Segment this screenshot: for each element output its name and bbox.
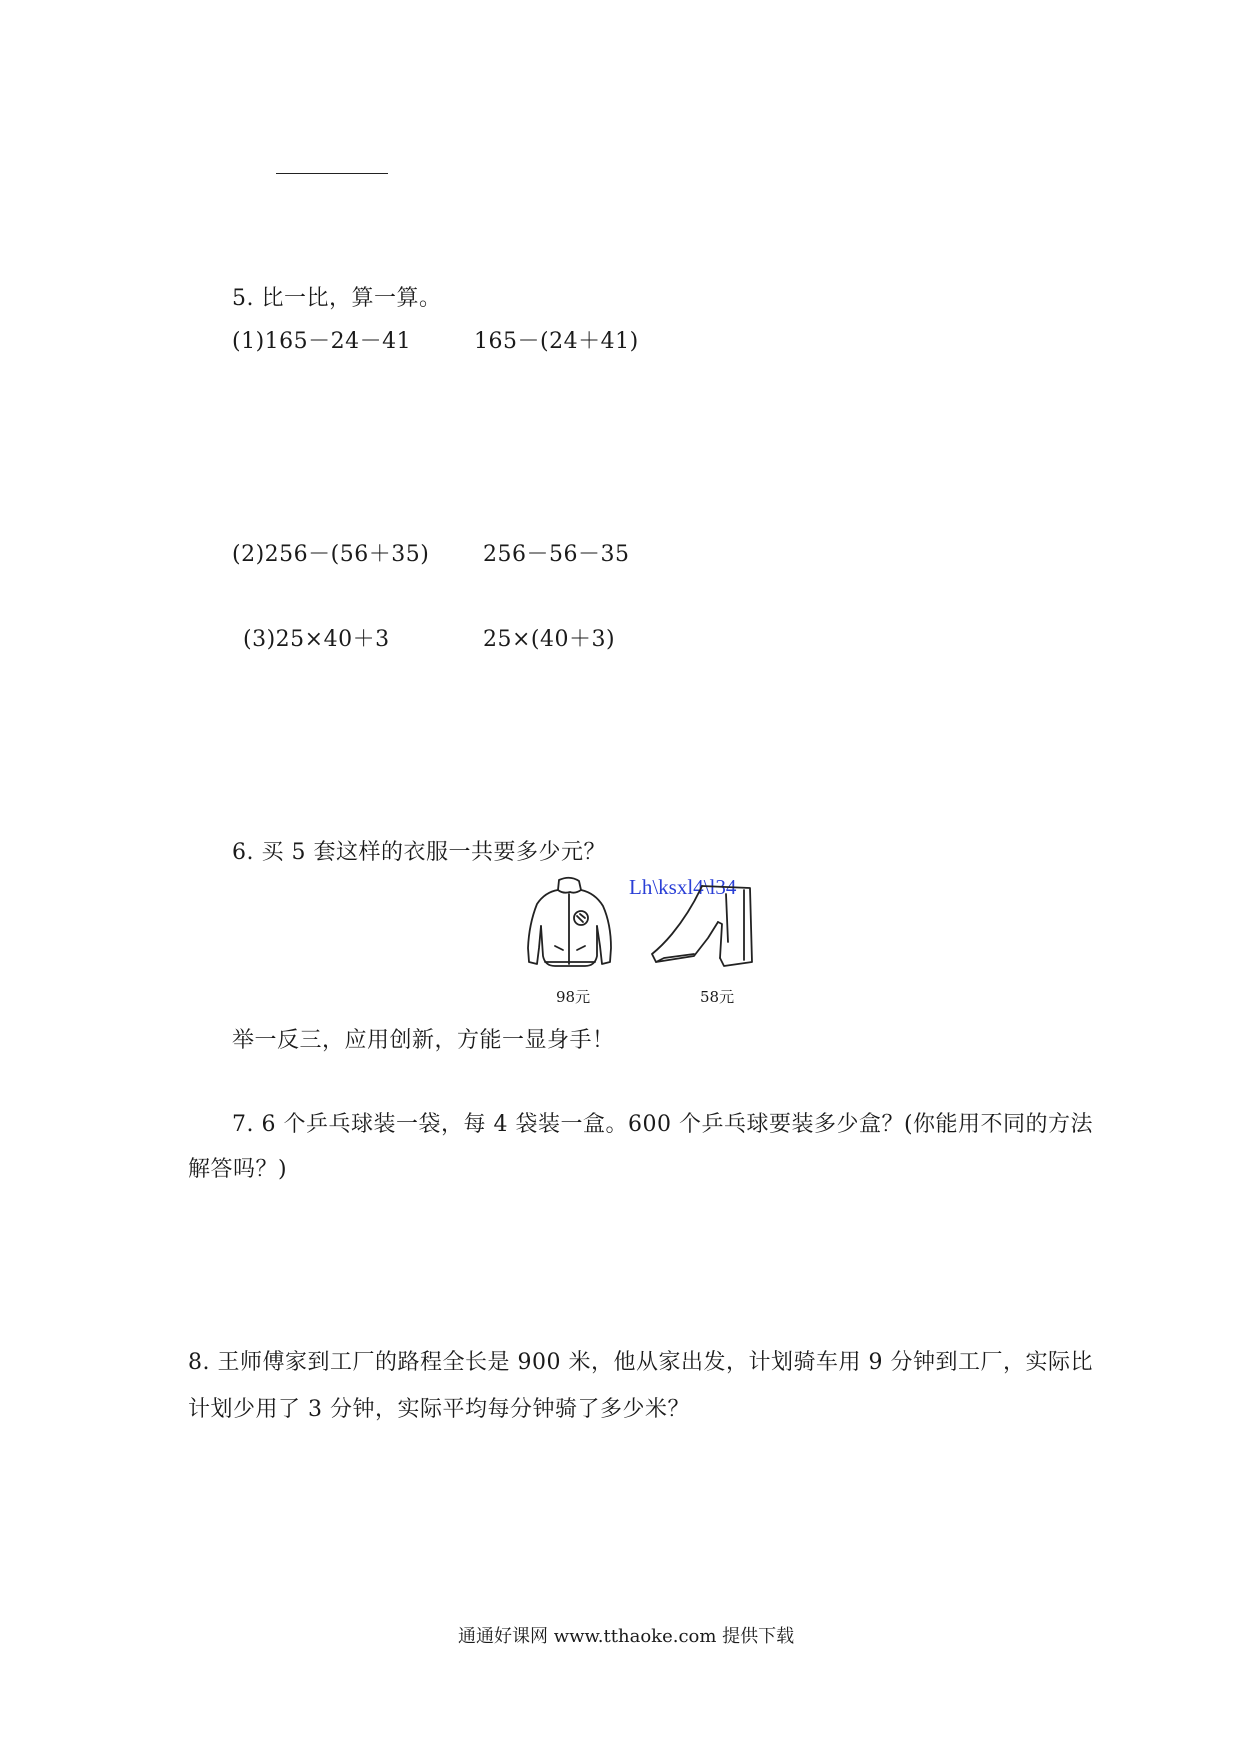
- question-8-line-1: 8. 王师傅家到工厂的路程全长是 900 米，他从家出发，计划骑车用 9 分钟到工厂，实际比: [188, 1350, 1093, 1375]
- question-5-title: 5. 比一比，算一算。: [232, 286, 442, 311]
- question-6-title: 6. 买 5 套这样的衣服一共要多少元？: [232, 840, 606, 865]
- q5-item-3a: (3)25×40＋3: [243, 627, 390, 652]
- pants-illustration: [650, 882, 760, 966]
- slogan: 举一反三，应用创新，方能一显身手！: [232, 1028, 615, 1053]
- q5-item-2a: (2)256－(56＋35): [232, 542, 430, 567]
- question-7-line-1: 7. 6 个乒乓球装一袋，每 4 袋装一盒。600 个乒乓球要装多少盒？(你能用不同的方法: [232, 1112, 1094, 1137]
- q5-item-2b: 256－56－35: [483, 542, 630, 567]
- pants-price: 58元: [700, 988, 735, 1006]
- watermark-text: Lh\ksxl4\l34: [629, 875, 737, 899]
- answer-blank-line: [276, 173, 388, 174]
- q5-item-1b: 165－(24＋41): [474, 329, 639, 354]
- q5-item-1a: (1)165－24－41: [232, 329, 412, 354]
- footer-credit: 通通好课网 www.tthaoke.com 提供下载: [458, 1626, 795, 1647]
- jacket-illustration: [525, 876, 615, 974]
- jacket-price: 98元: [556, 988, 591, 1006]
- question-7-line-2: 解答吗？): [188, 1157, 288, 1182]
- question-8-line-2: 计划少用了 3 分钟，实际平均每分钟骑了多少米？: [188, 1397, 690, 1422]
- q5-item-3b: 25×(40＋3): [483, 627, 616, 652]
